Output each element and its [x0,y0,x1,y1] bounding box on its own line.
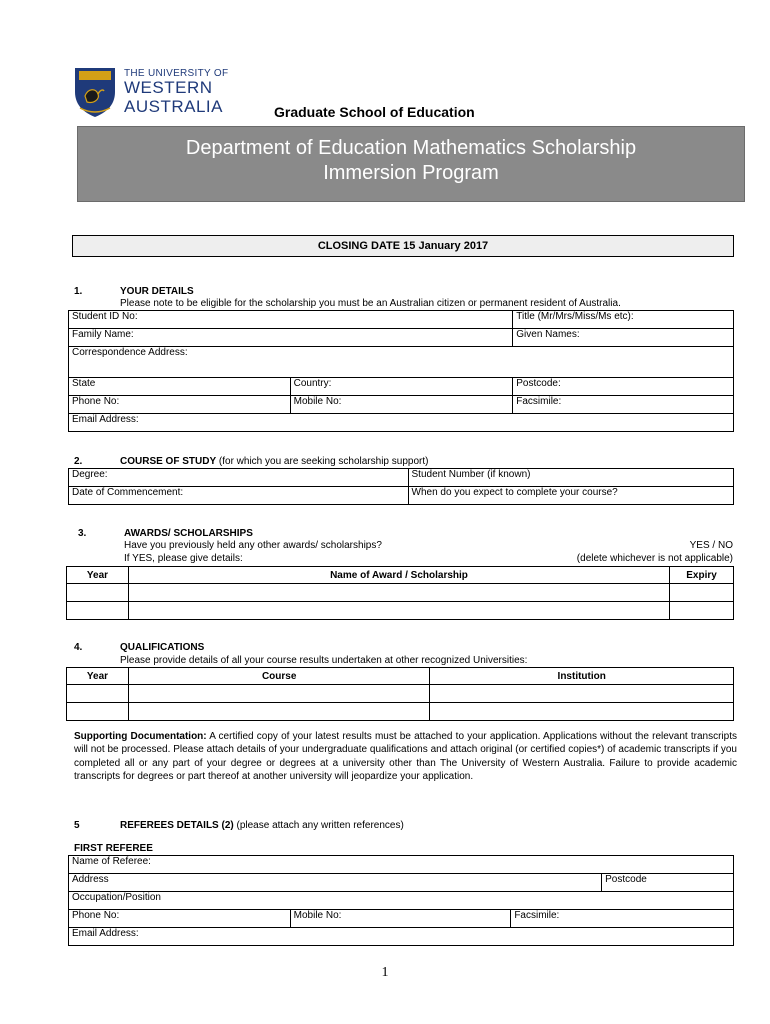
section-4-note: Please provide details of all your course results undertaken at other recognized Universities: [120,655,528,666]
section-2-title: COURSE OF STUDY [120,456,217,467]
title-banner [77,126,745,202]
section-3-number: 3. [78,528,87,539]
section-1-number: 1. [74,286,83,297]
qualification-institution-cell[interactable] [430,685,734,703]
yes-no-option[interactable]: YES / NO [689,540,733,551]
referee-mobile-field[interactable]: Mobile No: [290,910,511,928]
col-header-award-name: Name of Award / Scholarship [128,567,669,584]
delete-note: (delete whichever is not applicable) [576,553,733,564]
section-1-title: YOUR DETAILS [120,286,194,297]
section-4-title: QUALIFICATIONS [120,642,205,653]
school-name: Graduate School of Education [274,104,475,120]
title-field[interactable]: Title (Mr/Mrs/Miss/Ms etc): [513,311,734,329]
supporting-documentation-text: A certified copy of your latest results must be attached to your application. Applications without the relevant transcripts will not be processed. Please attach details of your undergraduate qualifications and attach original (or certified copies*) of academic transcripts if you completed all or any part of your degree or degrees at a university other than The University of Western Australia. Failure to provide academic transcripts for degrees or part thereof at another university will jeopardize your application. [74,731,737,783]
award-year-cell[interactable] [67,602,129,620]
award-year-cell[interactable] [67,584,129,602]
col-header-institution: Institution [430,668,734,685]
col-header-course: Course [128,668,430,685]
qualification-year-cell[interactable] [67,685,129,703]
section-5-number: 5 [74,820,80,831]
student-id-field[interactable]: Student ID No: [69,311,513,329]
referee-address-field[interactable]: Address [69,874,602,892]
supporting-documentation-paragraph [74,730,737,784]
table-row [67,602,734,620]
qualification-year-cell[interactable] [67,703,129,721]
award-name-cell[interactable] [128,584,669,602]
section-2-number: 2. [74,456,83,467]
page-title-line-1: Department of Education Mathematics Scholarship [185,137,637,159]
mobile-field[interactable]: Mobile No: [290,396,513,414]
section-3-title: AWARDS/ SCHOLARSHIPS [124,528,253,539]
col-header-year: Year [67,567,129,584]
awards-table [66,566,734,620]
award-expiry-cell[interactable] [670,584,734,602]
award-expiry-cell[interactable] [670,602,734,620]
logo-line-1: THE UNIVERSITY OF [124,68,229,79]
first-referee-heading: FIRST REFEREE [74,843,153,854]
university-logo [72,66,242,120]
referee-email-field[interactable]: Email Address: [69,928,734,946]
col-header-year: Year [67,668,129,685]
referee-fax-field[interactable]: Facsimile: [511,910,734,928]
referee-phone-field[interactable]: Phone No: [69,910,291,928]
table-row [67,703,734,721]
section-2-title-suffix: (for which you are seeking scholarship support) [216,456,429,467]
supporting-documentation-label: Supporting Documentation: [74,731,207,742]
table-row [67,584,734,602]
col-header-expiry: Expiry [670,567,734,584]
course-of-study-table [68,468,734,505]
logo-line-3: AUSTRALIA [124,97,223,116]
section-5-title: REFEREES DETAILS (2) [120,820,234,831]
completion-date-field[interactable]: When do you expect to complete your course? [408,487,733,505]
state-field[interactable]: State [69,378,291,396]
email-field[interactable]: Email Address: [69,414,734,432]
degree-field[interactable]: Degree: [69,469,409,487]
your-details-table [68,310,734,432]
referee-postcode-field[interactable]: Postcode [602,874,734,892]
section-5-heading [120,820,404,831]
qualification-course-cell[interactable] [128,685,430,703]
logo-line-2: WESTERN [124,78,213,97]
page-title-line-2: Immersion Program [323,162,499,184]
section-2-heading [120,456,428,467]
table-row [67,685,734,703]
student-number-field[interactable]: Student Number (if known) [408,469,733,487]
qualification-institution-cell[interactable] [430,703,734,721]
referee-table [68,855,734,946]
postcode-field[interactable]: Postcode: [513,378,734,396]
fax-field[interactable]: Facsimile: [513,396,734,414]
section-5-title-suffix: (please attach any written references) [233,820,404,831]
family-name-field[interactable]: Family Name: [69,329,513,347]
referee-occupation-field[interactable]: Occupation/Position [69,892,734,910]
referee-name-field[interactable]: Name of Referee: [69,856,734,874]
award-name-cell[interactable] [128,602,669,620]
country-field[interactable]: Country: [290,378,513,396]
section-1-note: Please note to be eligible for the scholarship you must be an Australian citizen or permanent resident of Australia. [120,298,621,309]
section-4-number: 4. [74,642,83,653]
crest-icon [72,66,118,118]
page-number: 1 [381,965,389,980]
awards-details-prompt: If YES, please give details: [124,553,243,564]
qualification-course-cell[interactable] [128,703,430,721]
phone-field[interactable]: Phone No: [69,396,291,414]
qualifications-table [66,667,734,721]
closing-date: CLOSING DATE 15 January 2017 [72,235,734,257]
given-names-field[interactable]: Given Names: [513,329,734,347]
address-field[interactable]: Correspondence Address: [69,347,734,378]
awards-question: Have you previously held any other awards/ scholarships? [124,540,382,551]
commencement-date-field[interactable]: Date of Commencement: [69,487,409,505]
